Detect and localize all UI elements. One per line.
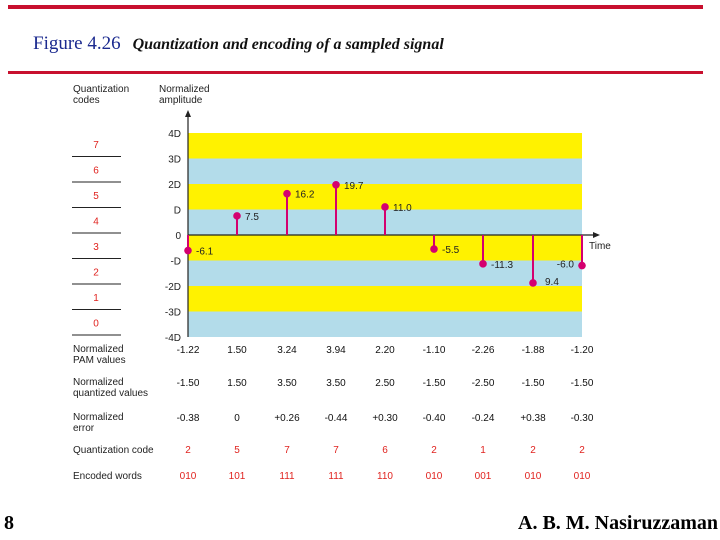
table-cell-value: 010	[179, 471, 197, 482]
quantization-code-label: 0	[93, 318, 99, 330]
table-cell-value: +0.30	[372, 413, 398, 424]
table-cell-value: 111	[279, 471, 295, 482]
time-axis-arrow	[593, 232, 600, 238]
quantization-code-label: 4	[93, 216, 99, 228]
y-tick-label: -D	[170, 256, 181, 268]
quantization-codes-header: codes	[73, 95, 100, 106]
sample-value-label: 19.7	[344, 180, 364, 192]
figure-number: Figure 4.26	[33, 33, 121, 54]
sample-point	[479, 260, 487, 268]
table-cell-value: -2.50	[471, 378, 495, 389]
table-cell-value: -2.26	[471, 345, 495, 356]
table-cell-value: 2	[530, 445, 536, 456]
sample-value-label: 16.2	[295, 189, 315, 201]
table-row-label: Normalized	[73, 377, 124, 388]
sample-point	[332, 181, 340, 189]
table-cell-value: -1.50	[176, 378, 200, 389]
y-tick-label: 3D	[168, 154, 181, 166]
table-cell-value: 1	[480, 445, 486, 456]
table-cell-value: 010	[425, 471, 443, 482]
table-cell-value: 1.50	[227, 378, 247, 389]
table-cell-value: 3.50	[277, 378, 297, 389]
amplitude-band	[188, 261, 582, 287]
x-axis-label: Time	[589, 241, 611, 252]
table-cell-value: 101	[228, 471, 246, 482]
table-row-label: Quantization code	[73, 445, 154, 456]
sample-value-label: 7.5	[245, 211, 259, 223]
sample-value-label: 11.0	[393, 202, 412, 214]
sample-point	[430, 245, 438, 253]
author-name: A. B. M. Nasiruzzaman	[518, 512, 718, 534]
amplitude-band	[188, 133, 582, 159]
table-row-label: Encoded words	[73, 471, 142, 482]
sample-point	[184, 247, 192, 255]
table-cell-value: 010	[524, 471, 542, 482]
table-row-label: error	[73, 423, 95, 434]
y-tick-label: 0	[175, 231, 181, 242]
table-cell-value: -1.88	[521, 345, 545, 356]
sample-value-label: 9.4	[545, 276, 559, 288]
table-cell-value: 1.50	[227, 345, 247, 356]
table-cell-value: -0.30	[570, 413, 594, 424]
table-cell-value: 2.20	[375, 345, 395, 356]
table-cell-value: 7	[284, 445, 290, 456]
sample-value-label: -11.3	[491, 259, 514, 271]
y-tick-label: 2D	[168, 180, 181, 191]
quantization-code-label: 3	[93, 241, 99, 253]
table-cell-value: 2	[185, 445, 191, 456]
quantization-code-label: 7	[93, 139, 99, 151]
y-tick-label: 4D	[168, 129, 181, 140]
sample-point	[578, 262, 586, 270]
table-cell-value: -0.24	[471, 413, 495, 424]
table-cell-value: 010	[573, 471, 591, 482]
table-cell-value: -1.50	[422, 378, 446, 389]
table-cell-value: 3.94	[326, 345, 346, 356]
amplitude-band	[188, 286, 582, 312]
table-row-label: quantized values	[73, 388, 149, 399]
table-row-label: Normalized	[73, 412, 124, 423]
sample-value-label: -6.0	[556, 259, 574, 271]
table-cell-value: -1.50	[570, 378, 594, 389]
quantization-code-label: 5	[93, 190, 99, 202]
quantization-code-label: 1	[93, 292, 99, 304]
sample-point	[283, 190, 291, 198]
sample-value-label: -5.5	[442, 245, 460, 257]
table-cell-value: 110	[377, 471, 393, 482]
sample-point	[381, 203, 389, 211]
table-cell-value: -0.38	[176, 413, 200, 424]
table-cell-value: 0	[234, 413, 240, 424]
table-cell-value: 3.24	[277, 345, 297, 356]
quantization-code-label: 2	[93, 267, 99, 279]
table-cell-value: 111	[328, 471, 344, 482]
amplitude-band	[188, 235, 582, 261]
normalized-amplitude-header: Normalized	[159, 84, 210, 95]
table-cell-value: -0.40	[422, 413, 446, 424]
normalized-amplitude-header: amplitude	[159, 95, 203, 106]
y-tick-label: -4D	[164, 333, 181, 344]
y-tick-label: -2D	[164, 282, 181, 293]
table-cell-value: 3.50	[326, 378, 346, 389]
table-cell-value: 7	[333, 445, 339, 456]
table-cell-value: +0.26	[274, 413, 300, 424]
table-cell-value: 6	[382, 445, 388, 456]
sample-point	[233, 212, 241, 220]
figure-caption: Quantization and encoding of a sampled signal	[132, 36, 444, 53]
y-tick-label: D	[173, 205, 181, 217]
sample-value-label: -6.1	[196, 246, 214, 258]
table-cell-value: 2.50	[375, 378, 395, 389]
y-axis-arrow	[185, 110, 191, 117]
y-tick-label: -3D	[164, 307, 181, 319]
amplitude-band	[188, 312, 582, 338]
table-cell-value: 2	[579, 445, 585, 456]
quantization-codes-header: Quantization	[73, 84, 130, 95]
table-cell-value: -1.20	[570, 345, 594, 356]
table-cell-value: -1.22	[176, 345, 200, 356]
amplitude-band	[188, 159, 582, 185]
sample-point	[529, 279, 537, 287]
table-cell-value: -1.10	[422, 345, 446, 356]
table-cell-value: 2	[431, 445, 437, 456]
page-number: 8	[4, 512, 14, 534]
quantization-code-label: 6	[93, 165, 99, 177]
table-cell-value: +0.38	[520, 413, 546, 424]
table-cell-value: -0.44	[324, 413, 348, 424]
table-row-label: PAM values	[73, 355, 126, 366]
table-cell-value: -1.50	[521, 378, 545, 389]
table-cell-value: 001	[474, 471, 492, 482]
table-cell-value: 5	[234, 445, 240, 456]
table-row-label: Normalized	[73, 344, 124, 355]
